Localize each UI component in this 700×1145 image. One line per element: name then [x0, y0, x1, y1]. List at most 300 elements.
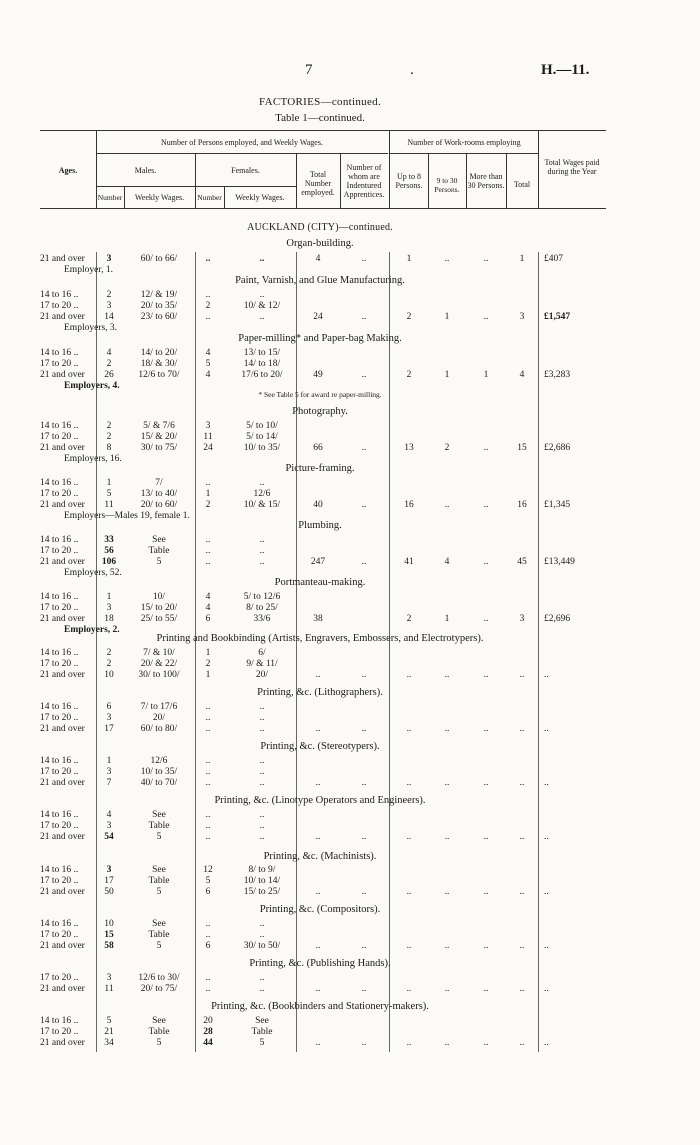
cell-up-to-8: 16 [404, 500, 414, 510]
section-title: Picture-framing. [285, 463, 355, 474]
cell-total-employed: .. [315, 1038, 321, 1048]
cell-males-number: 106 [101, 557, 117, 567]
cell-apprentices: .. [361, 557, 367, 567]
cell-workroom-total: 15 [517, 443, 527, 453]
cell-up-to-8: 41 [404, 557, 414, 567]
cell-9-to-30: 2 [444, 443, 450, 453]
cell-males-wages: 7/ & 10/ [143, 648, 175, 658]
cell-9-to-30: .. [444, 832, 450, 842]
cell-males-wages: 5 [156, 1038, 162, 1048]
cell-females-number: 4 [205, 348, 211, 358]
cell-males-wages: 12/ & 19/ [140, 290, 178, 300]
cell-females-number: .. [205, 821, 211, 831]
cell-males-number: 2 [106, 432, 112, 442]
cell-males-number: 1 [106, 756, 112, 766]
cell-age: 14 to 16 .. [40, 919, 79, 929]
cell-age: 17 to 20 .. [40, 1027, 79, 1037]
cell-up-to-8: .. [406, 832, 412, 842]
cell-males-number: 56 [104, 546, 114, 556]
cell-males-wages: 10/ to 35/ [140, 767, 178, 777]
cell-females-number: .. [205, 478, 211, 488]
cell-females-number: .. [205, 290, 211, 300]
col-9-to-30: 9 to 30 Persons. [434, 176, 460, 194]
employers-note: Employers, 16. [64, 454, 122, 464]
cell-females-wages: .. [259, 702, 265, 712]
cell-males-wages: 13/ to 40/ [140, 489, 178, 499]
cell-females-number: 24 [203, 443, 213, 453]
cell-age: 14 to 16 .. [40, 702, 79, 712]
cell-workroom-total: 1 [519, 254, 525, 264]
cell-up-to-8: .. [406, 984, 412, 994]
cell-females-number: 3 [205, 421, 211, 431]
cell-more-than-30: .. [483, 1038, 489, 1048]
cell-more-than-30: .. [483, 670, 489, 680]
cell-females-number: 12 [203, 865, 213, 875]
cell-apprentices: .. [361, 887, 367, 897]
cell-age: 17 to 20 .. [40, 301, 79, 311]
cell-females-wages: .. [259, 810, 265, 820]
cell-females-wages: 8/ to 25/ [246, 603, 278, 613]
cell-more-than-30: .. [483, 500, 489, 510]
cell-females-number: .. [205, 557, 211, 567]
cell-more-than-30: .. [483, 724, 489, 734]
cell-age: 21 and over [40, 984, 85, 994]
cell-9-to-30: 1 [444, 312, 450, 322]
cell-workroom-total: .. [519, 887, 525, 897]
cell-apprentices: .. [361, 832, 367, 842]
col-females-number: Number [197, 193, 222, 202]
cell-females-wages: 6/ [258, 648, 266, 658]
cell-females-wages: .. [259, 557, 265, 567]
cell-males-number: 2 [106, 659, 112, 669]
cell-males-wages: 25/ to 55/ [140, 614, 178, 624]
cell-males-wages: Table [148, 546, 170, 556]
cell-total-employed: 4 [315, 254, 321, 264]
cell-age: 21 and over [40, 887, 85, 897]
footnote: * See Table 5 for award re paper-milling. [258, 390, 382, 399]
cell-females-number: 2 [205, 301, 211, 311]
cell-total-wages: .. [544, 1038, 549, 1048]
cell-total-employed: 38 [313, 614, 323, 624]
cell-age: 21 and over [40, 370, 85, 380]
cell-up-to-8: .. [406, 778, 412, 788]
cell-males-number: 50 [104, 887, 114, 897]
cell-females-number: .. [205, 312, 211, 322]
cell-males-wages: Table [148, 1027, 170, 1037]
cell-males-number: 2 [106, 648, 112, 658]
cell-age: 17 to 20 .. [40, 603, 79, 613]
cell-age: 14 to 16 .. [40, 535, 79, 545]
cell-males-number: 2 [106, 421, 112, 431]
col-persons-group: Number of Persons employed, and Weekly Wages. [161, 138, 323, 147]
cell-males-number: 17 [104, 724, 114, 734]
cell-age: 14 to 16 .. [40, 648, 79, 658]
cell-females-wages: 5 [259, 1038, 265, 1048]
cell-males-wages: Table [148, 930, 170, 940]
cell-females-number: 11 [203, 432, 213, 442]
cell-age: 17 to 20 .. [40, 432, 79, 442]
cell-males-number: 4 [106, 810, 112, 820]
section-title: Printing and Bookbinding (Artists, Engravers, Embossers, and Electrotypers). [156, 633, 484, 644]
cell-males-number: 7 [106, 778, 112, 788]
cell-age: 21 and over [40, 778, 85, 788]
cell-males-number: 3 [106, 973, 112, 983]
col-females-wages: Weekly Wages. [235, 193, 285, 202]
cell-age: 21 and over [40, 557, 85, 567]
cell-apprentices: .. [361, 443, 367, 453]
cell-males-number: 18 [104, 614, 114, 624]
cell-age: 21 and over [40, 1038, 85, 1048]
cell-age: 14 to 16 .. [40, 348, 79, 358]
cell-females-wages: 33/6 [253, 614, 271, 624]
cell-males-number: 1 [106, 478, 112, 488]
cell-males-wages: 30/ to 75/ [140, 443, 178, 453]
col-workrooms-group: Number of Work-rooms employing [407, 138, 521, 147]
cell-total-employed: 49 [313, 370, 323, 380]
cell-males-wages: See [152, 865, 166, 875]
cell-females-wages: 5/ to 10/ [246, 421, 278, 431]
cell-workroom-total: .. [519, 832, 525, 842]
cell-total-wages: £2,696 [544, 614, 571, 624]
cell-9-to-30: .. [444, 670, 450, 680]
cell-more-than-30: .. [483, 832, 489, 842]
cell-apprentices: .. [361, 254, 367, 264]
cell-total-wages: £13,449 [544, 557, 575, 567]
cell-age: 21 and over [40, 832, 85, 842]
cell-up-to-8: 2 [406, 312, 412, 322]
cell-total-employed: .. [315, 778, 321, 788]
cell-males-wages: 20/ [152, 713, 166, 723]
cell-females-number: .. [205, 919, 211, 929]
cell-age: 17 to 20 .. [40, 659, 79, 669]
cell-males-wages: 12/6 to 70/ [138, 370, 180, 380]
cell-females-number: .. [205, 254, 211, 264]
cell-total-wages: £1,547 [544, 312, 571, 322]
cell-total-employed: .. [315, 724, 321, 734]
cell-more-than-30: .. [483, 984, 489, 994]
cell-total-employed: 40 [313, 500, 323, 510]
cell-females-wages: .. [259, 821, 265, 831]
cell-more-than-30: .. [483, 614, 489, 624]
cell-males-wages: See [152, 535, 166, 545]
cell-females-number: .. [205, 535, 211, 545]
cell-females-wages: 12/6 [253, 489, 271, 499]
cell-total-employed: .. [315, 984, 321, 994]
cell-workroom-total: 3 [519, 312, 525, 322]
cell-9-to-30: 1 [444, 370, 450, 380]
cell-total-wages: .. [544, 887, 549, 897]
cell-males-wages: 20/ to 75/ [140, 984, 178, 994]
cell-males-number: 3 [106, 301, 112, 311]
cell-females-number: .. [205, 713, 211, 723]
cell-age: 14 to 16 .. [40, 810, 79, 820]
cell-apprentices: .. [361, 500, 367, 510]
cell-females-wages: .. [259, 973, 265, 983]
cell-females-wages: .. [259, 756, 265, 766]
cell-females-number: 5 [205, 876, 211, 886]
cell-females-wages: 5/ to 14/ [246, 432, 278, 442]
cell-females-wages: 10/ to 14/ [243, 876, 281, 886]
cell-females-wages: Table [251, 1027, 273, 1037]
cell-males-number: 5 [106, 489, 112, 499]
section-title: Printing, &c. (Publishing Hands). [249, 958, 391, 969]
cell-males-number: 11 [104, 984, 114, 994]
cell-females-number: 1 [205, 670, 211, 680]
cell-age: 21 and over [40, 614, 85, 624]
cell-males-wages: 12/6 [150, 756, 168, 766]
cell-age: 17 to 20 .. [40, 973, 79, 983]
cell-males-wages: 5/ & 7/6 [143, 421, 175, 431]
cell-females-wages: .. [259, 767, 265, 777]
cell-age: 14 to 16 .. [40, 592, 79, 602]
employers-note: Employers, 3. [64, 323, 118, 333]
col-apprentices: Number of whom are Indentured Apprentices. [343, 163, 385, 199]
cell-age: 21 and over [40, 312, 85, 322]
cell-more-than-30: .. [483, 941, 489, 951]
cell-age: 17 to 20 .. [40, 546, 79, 556]
cell-females-wages: .. [259, 478, 265, 488]
cell-females-number: 5 [205, 359, 211, 369]
region-heading: AUCKLAND (CITY)—continued. [247, 222, 393, 233]
section-title: Paper-milling* and Paper-bag Making. [238, 333, 402, 344]
cell-males-wages: 20/ to 60/ [140, 500, 178, 510]
cell-9-to-30: .. [444, 887, 450, 897]
cell-males-wages: 15/ to 20/ [140, 603, 178, 613]
employers-note: Employers, 2. [64, 625, 120, 635]
cell-females-number: .. [205, 984, 211, 994]
cell-age: 14 to 16 .. [40, 756, 79, 766]
table-title: FACTORIES—continued. [258, 96, 381, 108]
cell-males-wages: 60/ to 80/ [140, 724, 178, 734]
cell-females-wages: .. [259, 535, 265, 545]
col-total-employed: Total Number employed. [301, 170, 335, 197]
cell-females-number: 2 [205, 659, 211, 669]
cell-workroom-total: .. [519, 941, 525, 951]
cell-total-wages: .. [544, 832, 549, 842]
cell-workroom-total: .. [519, 1038, 525, 1048]
cell-age: 21 and over [40, 670, 85, 680]
cell-females-wages: .. [259, 546, 265, 556]
cell-females-number: .. [205, 756, 211, 766]
cell-9-to-30: 4 [444, 557, 450, 567]
col-up-to-8: Up to 8 Persons. [395, 172, 423, 190]
cell-males-wages: Table [148, 876, 170, 886]
cell-females-wages: .. [259, 778, 265, 788]
cell-age: 14 to 16 .. [40, 865, 79, 875]
cell-apprentices: .. [361, 941, 367, 951]
cell-males-wages: 10/ [152, 592, 166, 602]
cell-males-number: 3 [106, 713, 112, 723]
table-label: Table 1—continued. [275, 112, 365, 124]
cell-up-to-8: .. [406, 670, 412, 680]
cell-females-number: .. [205, 546, 211, 556]
cell-up-to-8: 1 [406, 254, 412, 264]
cell-males-number: 6 [106, 702, 112, 712]
cell-total-employed: .. [315, 941, 321, 951]
cell-males-number: 14 [104, 312, 114, 322]
cell-males-number: 33 [104, 535, 114, 545]
cell-males-number: 3 [106, 767, 112, 777]
cell-females-wages: 10/ & 12/ [243, 301, 281, 311]
cell-males-number: 3 [106, 865, 112, 875]
cell-females-number: .. [205, 832, 211, 842]
cell-females-number: .. [205, 767, 211, 777]
cell-females-wages: .. [259, 724, 265, 734]
section-title: Printing, &c. (Machinists). [263, 851, 377, 862]
cell-males-wages: 23/ to 60/ [140, 312, 178, 322]
cell-females-wages: 14/ to 18/ [243, 359, 281, 369]
cell-males-number: 3 [106, 254, 112, 264]
cell-more-than-30: .. [483, 887, 489, 897]
cell-workroom-total: .. [519, 984, 525, 994]
cell-females-wages: 30/ to 50/ [243, 941, 281, 951]
cell-females-wages: 9/ & 11/ [246, 659, 278, 669]
cell-males-number: 3 [106, 821, 112, 831]
cell-males-number: 26 [104, 370, 114, 380]
document-code: H.—11. [541, 62, 590, 78]
cell-females-number: .. [205, 778, 211, 788]
cell-age: 17 to 20 .. [40, 876, 79, 886]
cell-workroom-total: 3 [519, 614, 525, 624]
cell-females-wages: .. [259, 832, 265, 842]
employers-note: Employers—Males 19, female 1. [64, 511, 190, 521]
cell-males-wages: See [152, 1016, 166, 1026]
cell-females-number: 2 [205, 500, 211, 510]
cell-workroom-total: .. [519, 670, 525, 680]
cell-age: 17 to 20 .. [40, 821, 79, 831]
cell-females-number: 20 [203, 1016, 213, 1026]
cell-age: 21 and over [40, 500, 85, 510]
cell-females-wages: .. [259, 254, 265, 264]
section-title: Printing, &c. (Lithographers). [257, 687, 383, 698]
cell-9-to-30: .. [444, 254, 450, 264]
section-title: Organ-building. [286, 238, 354, 249]
cell-age: 17 to 20 .. [40, 489, 79, 499]
cell-apprentices: .. [361, 778, 367, 788]
cell-females-number: 4 [205, 370, 211, 380]
cell-females-wages: 10/ & 15/ [243, 500, 281, 510]
cell-age: 21 and over [40, 941, 85, 951]
section-title: Photography. [292, 406, 348, 417]
cell-females-wages: 5/ to 12/6 [243, 592, 281, 602]
cell-males-number: 1 [106, 592, 112, 602]
cell-9-to-30: .. [444, 778, 450, 788]
cell-workroom-total: .. [519, 724, 525, 734]
employers-note: Employers, 52. [64, 568, 122, 578]
cell-more-than-30: .. [483, 254, 489, 264]
cell-age: 14 to 16 .. [40, 290, 79, 300]
cell-females-number: 6 [205, 614, 211, 624]
cell-9-to-30: .. [444, 941, 450, 951]
cell-males-wages: 15/ & 20/ [140, 432, 178, 442]
cell-females-wages: 15/ to 25/ [243, 887, 281, 897]
cell-females-wages: 10/ to 35/ [243, 443, 281, 453]
cell-females-number: 1 [205, 648, 211, 658]
cell-9-to-30: .. [444, 984, 450, 994]
cell-males-wages: Table [148, 821, 170, 831]
cell-up-to-8: 2 [406, 370, 412, 380]
cell-females-number: 6 [205, 887, 211, 897]
cell-females-wages: 17/6 to 20/ [241, 370, 283, 380]
cell-females-wages: .. [259, 984, 265, 994]
cell-total-employed: .. [315, 670, 321, 680]
cell-total-wages: .. [544, 941, 549, 951]
section-title: Printing, &c. (Stereotypers). [260, 741, 380, 752]
col-males: Males. [134, 166, 157, 175]
cell-males-number: 10 [104, 670, 114, 680]
cell-males-number: 34 [104, 1038, 114, 1048]
col-total-wages: Total Wages paid during the Year [544, 158, 600, 176]
col-more-than-30: More than 30 Persons. [467, 172, 505, 190]
cell-females-wages: .. [259, 919, 265, 929]
section-title: Printing, &c. (Compositors). [259, 904, 381, 915]
cell-age: 21 and over [40, 724, 85, 734]
cell-9-to-30: .. [444, 500, 450, 510]
cell-males-number: 15 [104, 930, 114, 940]
cell-males-number: 5 [106, 1016, 112, 1026]
cell-age: 17 to 20 .. [40, 767, 79, 777]
cell-total-employed: 24 [313, 312, 323, 322]
cell-females-number: .. [205, 810, 211, 820]
cell-females-number: 4 [205, 603, 211, 613]
cell-females-number: .. [205, 973, 211, 983]
cell-females-number: 4 [205, 592, 211, 602]
cell-total-wages: £3,283 [544, 370, 571, 380]
cell-total-wages: .. [544, 724, 549, 734]
cell-up-to-8: .. [406, 887, 412, 897]
employers-note: Employers, 4. [64, 381, 120, 391]
cell-males-wages: 5 [156, 887, 162, 897]
cell-total-wages: .. [544, 670, 549, 680]
cell-males-number: 4 [106, 348, 112, 358]
cell-9-to-30: 1 [444, 614, 450, 624]
cell-males-wages: 20/ to 35/ [140, 301, 178, 311]
section-title: Portmanteau-making. [274, 577, 366, 588]
cell-males-wages: 12/6 to 30/ [138, 973, 180, 983]
cell-males-wages: 20/ & 22/ [140, 659, 178, 669]
cell-males-wages: 40/ to 70/ [140, 778, 178, 788]
cell-up-to-8: .. [406, 1038, 412, 1048]
header-dot: . [410, 62, 414, 78]
cell-apprentices: .. [361, 312, 367, 322]
cell-total-wages: £407 [544, 254, 563, 264]
cell-more-than-30: .. [483, 557, 489, 567]
cell-males-number: 17 [104, 876, 114, 886]
cell-males-number: 11 [104, 500, 114, 510]
cell-total-employed: 247 [310, 557, 326, 567]
cell-females-number: 1 [205, 489, 211, 499]
cell-females-number: .. [205, 724, 211, 734]
cell-more-than-30: .. [483, 312, 489, 322]
cell-females-number: 6 [205, 941, 211, 951]
cell-males-wages: 5 [156, 941, 162, 951]
cell-total-wages: .. [544, 778, 549, 788]
employers-note: Employer, 1. [64, 265, 113, 275]
cell-females-number: 44 [203, 1038, 213, 1048]
cell-apprentices: .. [361, 1038, 367, 1048]
cell-up-to-8: .. [406, 724, 412, 734]
cell-workroom-total: 45 [517, 557, 527, 567]
col-females: Females. [231, 166, 260, 175]
cell-age: 21 and over [40, 254, 85, 264]
cell-workroom-total: .. [519, 778, 525, 788]
cell-females-number: 28 [203, 1027, 213, 1037]
cell-females-wages: 8/ to 9/ [248, 865, 276, 875]
cell-age: 17 to 20 .. [40, 713, 79, 723]
cell-total-employed: .. [315, 832, 321, 842]
col-males-number: Number [97, 193, 123, 202]
cell-males-wages: 60/ to 66/ [140, 254, 178, 264]
